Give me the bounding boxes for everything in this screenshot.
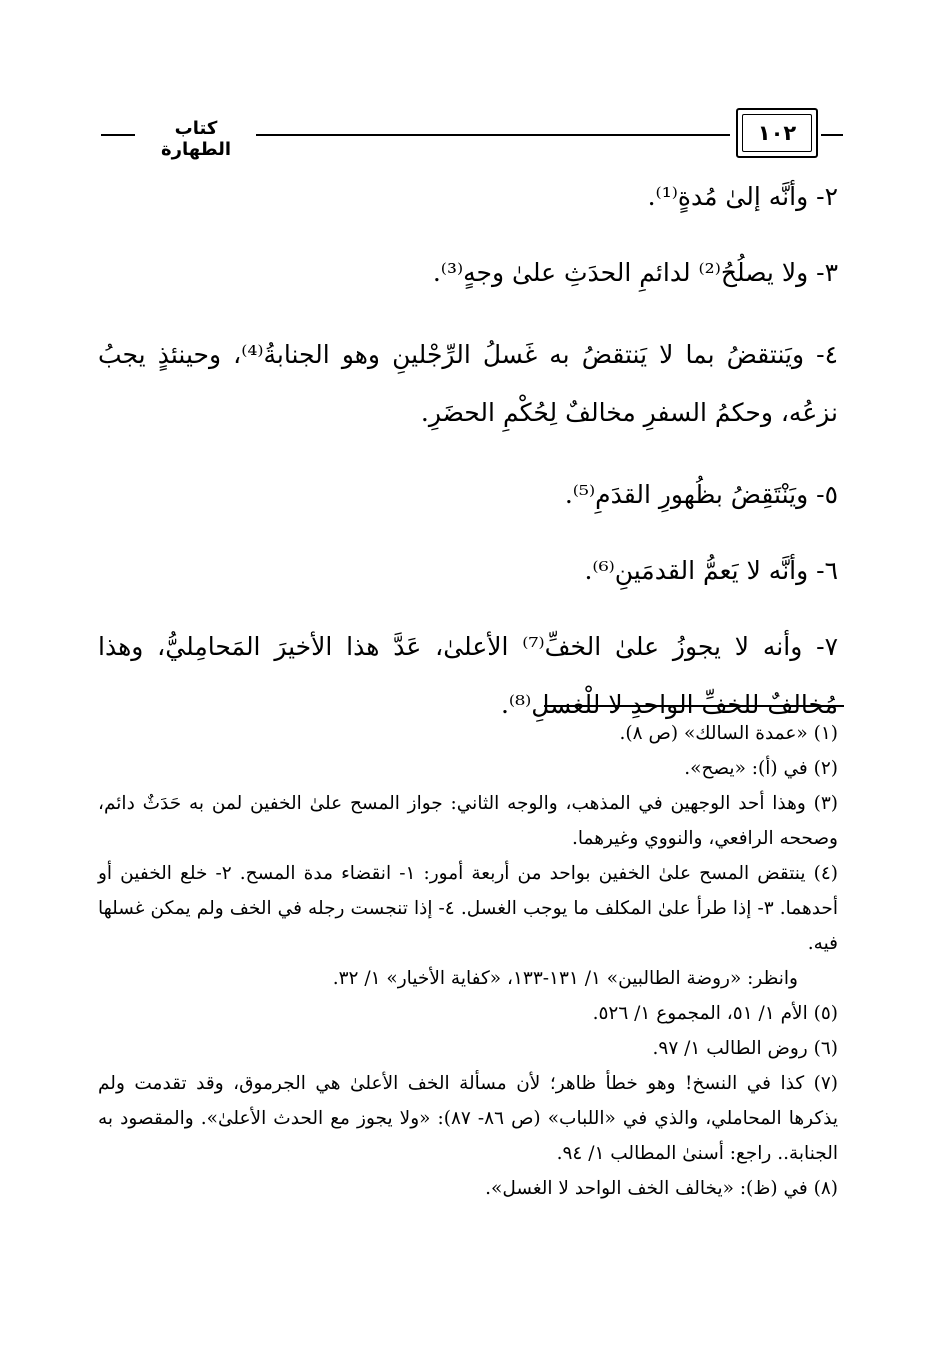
page-number-frame [736, 108, 818, 158]
header-rule-left [101, 134, 135, 136]
main-item: ٢- وأنَّه إلىٰ مُدةٍ⁽¹⁾. [647, 182, 838, 211]
footnote: (٨) في (ظ): «يخالف الخف الواحد لا الغسل». [485, 1178, 838, 1199]
main-item: ٤- ويَنتقضُ بما لا يَنتقضُ به غَسلُ الرِّجْلينِ وهو الجنابةُ⁽⁴⁾، وحينئذٍ يجبُ نزعُه، وحكمُ السفرِ مخالفٌ لِحُكْمِ الحضَرِ. [98, 340, 839, 427]
footnote: (٥) الأم ١/ ٥١، المجموع ١/ ٥٢٦. [592, 1003, 838, 1024]
footnote: (٢) في (أ): «يصح». [684, 758, 838, 779]
main-item: ٧- وأنه لا يجوزُ علىٰ الخفِّ⁽⁷⁾ الأعلىٰ، عَدَّ هذا الأخيرَ المَحامِليُّ، وهذا مُخالفٌ للخفِّ الواحدِ لا للْغسلِ⁽⁸⁾. [98, 632, 838, 719]
footnote: (٤) ينتقض المسح علىٰ الخفين بواحد من أربعة أمور: ١- انقضاء مدة المسح. ٢- خلع الخفين أو أحدهما. ٣- إذا طرأ علىٰ المكلف ما يوجب الغسل. ٤- إذا تنجست رجله في الخف ولم يمكن غسلها فيه. [98, 863, 838, 954]
footnote: (٧) كذا في النسخ! وهو خطأ ظاهر؛ لأن مسألة الخف الأعلىٰ هي الجرموق، وقد تقدمت ولم يذكرها المحاملي، والذي في «اللباب» (ص ٨٦- ٨٧): «ولا يجوز مع الحدث الأعلىٰ». والمقصود به الجنابة.. راجع: أسنىٰ المطالب ١/ ٩٤. [98, 1073, 838, 1164]
page-header [96, 108, 841, 160]
main-text [98, 168, 838, 758]
footnote-separator [544, 705, 844, 707]
footnote-continuation: وانظر: «روضة الطالبين» ١/ ١٣١-١٣٣، «كفاية الأخيار» ١/ ٣٢. [332, 968, 798, 989]
footnote: (٦) روض الطالب ١/ ٩٧. [652, 1038, 838, 1059]
footnote: (١) «عمدة السالك» (ص ٨). [619, 723, 838, 744]
running-title: كتاب الطهارة [160, 118, 232, 160]
main-item: ٦- وأنَّه لا يَعمُّ القدمَينِ⁽⁶⁾. [584, 556, 838, 585]
main-item: ٣- ولا يصلُحُ⁽²⁾ لدائمِ الحدَثِ علىٰ وجهٍ⁽³⁾. [432, 258, 838, 287]
footnotes [98, 716, 838, 1206]
page-number: ١٠٢ [742, 114, 812, 152]
main-item: ٥- ويَنْتَقِضُ بظُهورِ القدَمِ⁽⁵⁾. [564, 480, 838, 509]
footnote: (٣) وهذا أحد الوجهين في المذهب، والوجه الثاني: جواز المسح علىٰ الخفين لمن به حَدَثٌ دائم، وصححه الرافعي، والنووي وغيرهما. [98, 793, 838, 849]
header-rule-right [821, 134, 843, 136]
header-rule-middle [256, 134, 730, 136]
